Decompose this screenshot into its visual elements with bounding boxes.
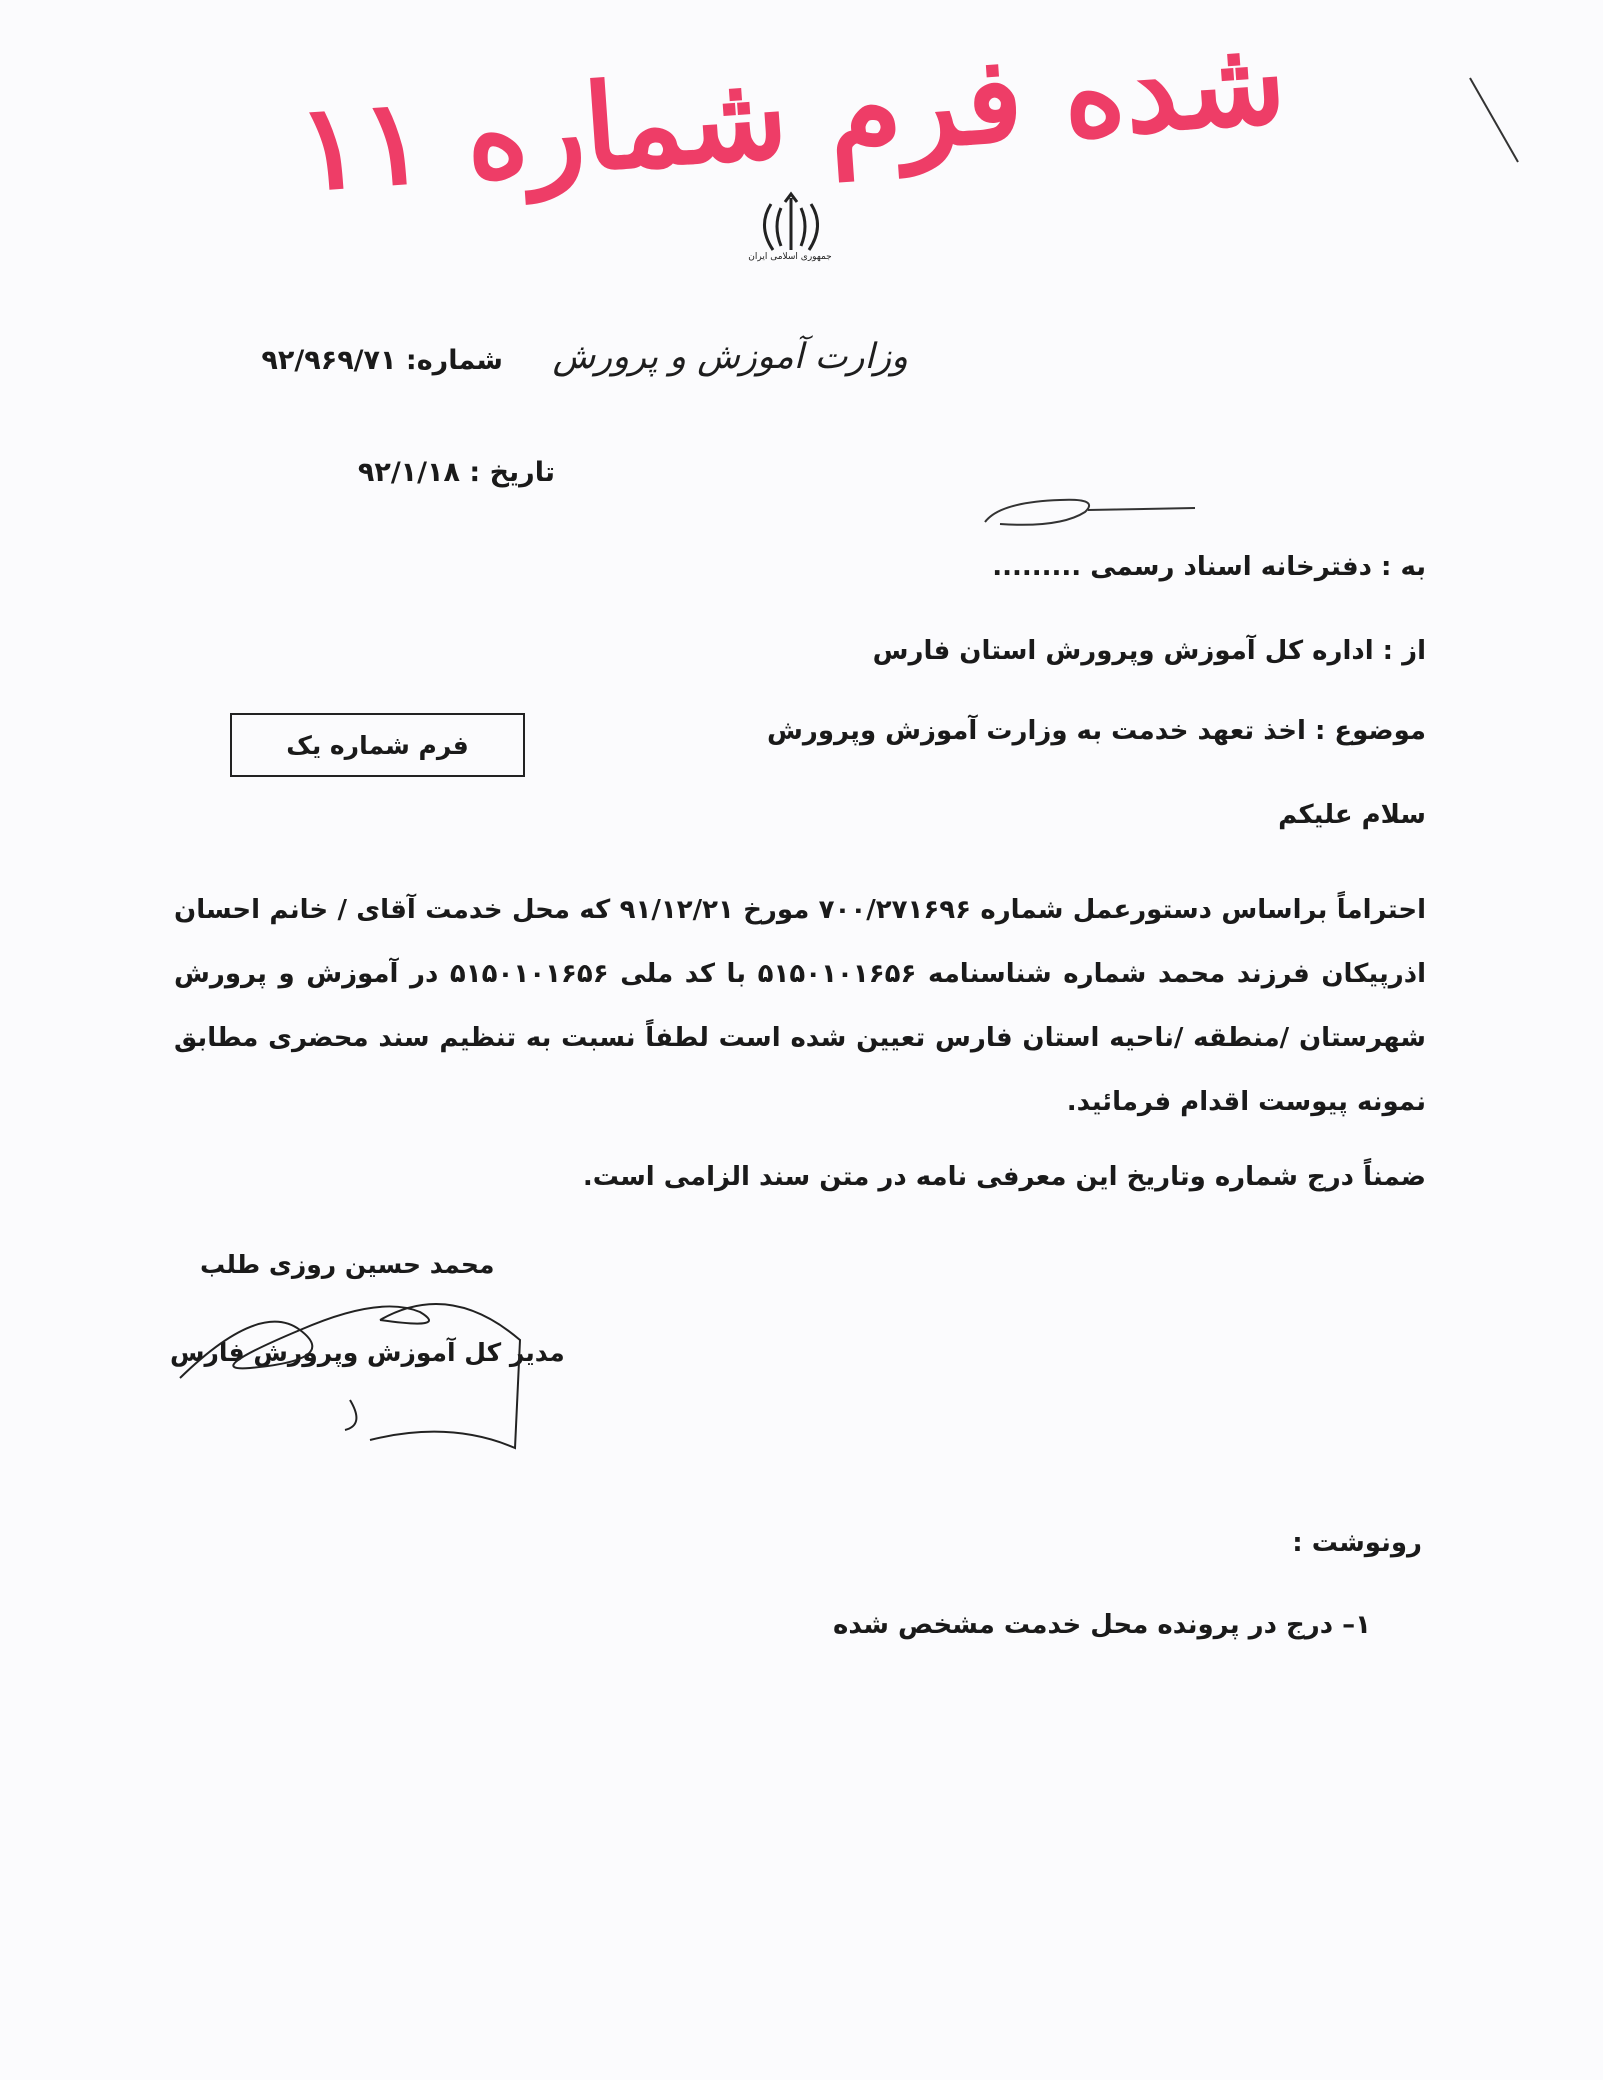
ministry-handwritten: وزارت آموزش و پرورش xyxy=(552,337,908,377)
form-number-box: فرم شماره یک xyxy=(230,713,525,777)
signatory-title: مدیر کل آموزش وپرورش فارس xyxy=(170,1338,565,1367)
letter-number: شماره: ۹۲/۹۶۹/۷۱ xyxy=(261,345,503,376)
signature-scribble xyxy=(180,1304,520,1448)
subject-line: موضوع : اخذ تعهد خدمت به وزارت آموزش وپرورش xyxy=(767,716,1426,746)
letter-body: احتراماً براساس دستورعمل شماره ۷۰۰/۲۷۱۶۹۶ مورخ ۹۱/۱۲/۲۱ که محل خدمت آقای / خانم احسان اذرپیکان فرزند محمد شماره شناسنامه ۵۱۵۰۱۰۱۶۵۶ با کد ملی ۵۱۵۰۱۰۱۶۵۶ در آموزش و پرورش شهرستان /منطقه /ناحیه استان فارس تعیین شده است لطفاً نسبت به تنظیم سند محضری مطابق نمونه پیوست اقدام فرمائید. xyxy=(174,895,1427,1117)
signatory-name: محمد حسین روزی طلب xyxy=(200,1250,495,1279)
letter-date: تاریخ : ۹۲/۱/۱۸ xyxy=(357,457,555,488)
initials-scribble xyxy=(985,500,1195,525)
recipient-line: به : دفترخانه اسناد رسمی ......... xyxy=(992,552,1426,582)
sender-line: از : اداره کل آموزش وپرورش استان فارس xyxy=(872,636,1426,666)
cc-item: ۱– درج در پرونده محل خدمت مشخص شده xyxy=(833,1610,1371,1640)
greeting: سلام علیکم xyxy=(1278,800,1426,830)
requirement-note: ضمناً درج شماره وتاریخ این معرفی نامه در متن سند الزامی است. xyxy=(582,1162,1426,1192)
handwritten-stamp: شده فرم شماره ۱۱ xyxy=(293,10,1290,218)
emblem-caption: جمهوری اسلامی ایران xyxy=(748,252,832,262)
cc-label: رونوشت : xyxy=(1292,1528,1422,1558)
margin-stroke xyxy=(1470,78,1518,162)
